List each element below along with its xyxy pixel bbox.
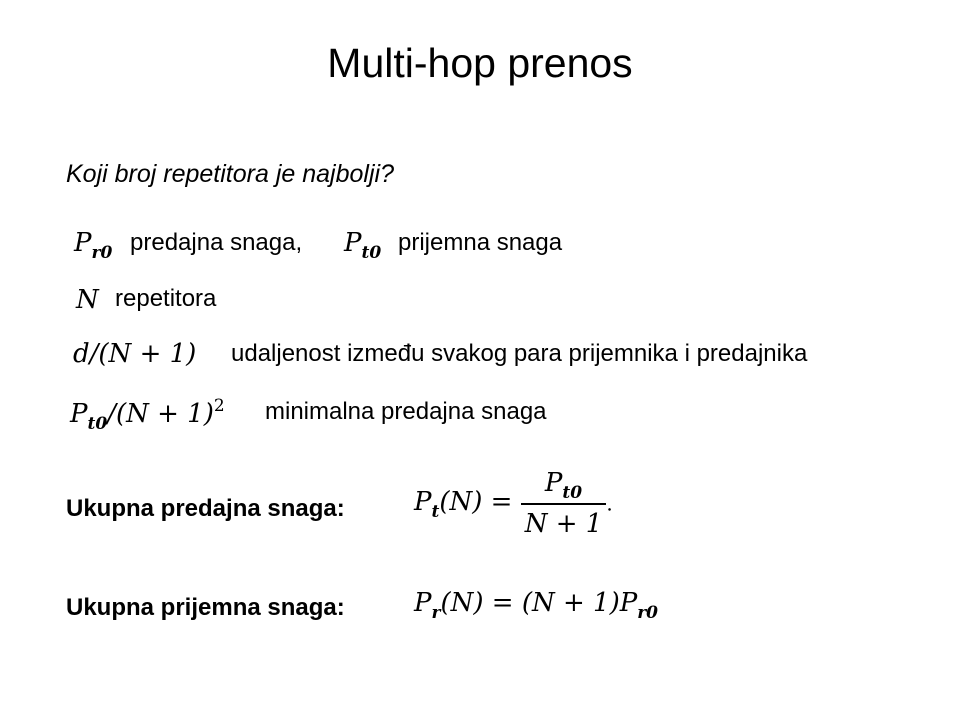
expr-distance xyxy=(73,337,196,371)
label-prijemna-snaga: prijemna snaga xyxy=(398,229,563,256)
label-ukupna-predajna: Ukupna predajna snaga: xyxy=(66,495,345,522)
receive-rhs-sub: r0 xyxy=(637,603,659,623)
transmit-num-sub: t0 xyxy=(562,483,583,503)
expr-d-rest: /(N + 1) xyxy=(89,339,197,369)
transmit-fraction xyxy=(521,466,607,541)
transmit-lhs-arg: (N) = xyxy=(439,487,513,517)
min-power-rest: /(N + 1) xyxy=(107,399,214,429)
expr-d: d xyxy=(73,339,90,369)
expr-min-power xyxy=(70,397,225,434)
pr0-sub: r0 xyxy=(91,243,113,263)
receive-lhs-sub: r xyxy=(431,603,441,623)
question-text: Koji broj repetitora je najbolji? xyxy=(66,160,394,188)
min-power-sub: t0 xyxy=(87,414,108,434)
receive-lhs-base: P xyxy=(414,588,432,618)
symbol-pt0 xyxy=(344,226,381,263)
label-udaljenost: udaljenost između svakog para prijemnika i predajnika xyxy=(231,340,808,367)
label-minimalna: minimalna predajna snaga xyxy=(265,398,547,425)
transmit-lhs-base: P xyxy=(414,487,432,517)
transmit-num-base: P xyxy=(544,468,563,498)
transmit-numerator xyxy=(521,466,607,503)
pt0-base: P xyxy=(344,228,362,258)
pr0-base: P xyxy=(74,228,92,258)
formula-receive xyxy=(414,586,658,623)
pt0-sub: t0 xyxy=(361,243,382,263)
transmit-trail: . xyxy=(606,491,613,516)
label-repetitora: repetitora xyxy=(115,285,217,312)
min-power-base: P xyxy=(70,399,88,429)
slide-title: Multi-hop prenos xyxy=(327,40,633,86)
symbol-pr0 xyxy=(74,226,112,263)
receive-rhs-base: P xyxy=(619,588,638,618)
transmit-denominator: N + 1 xyxy=(521,503,607,541)
symbol-n: N xyxy=(76,285,99,315)
label-predajna-snaga: predajna snaga, xyxy=(130,229,303,256)
formula-transmit xyxy=(414,466,613,541)
transmit-lhs-sub: t xyxy=(431,502,440,522)
transmit-lhs xyxy=(414,487,513,522)
receive-lhs-arg: (N) = (N + 1) xyxy=(440,588,620,618)
min-power-sup: 2 xyxy=(213,396,225,416)
label-ukupna-prijemna: Ukupna prijemna snaga: xyxy=(66,594,345,621)
